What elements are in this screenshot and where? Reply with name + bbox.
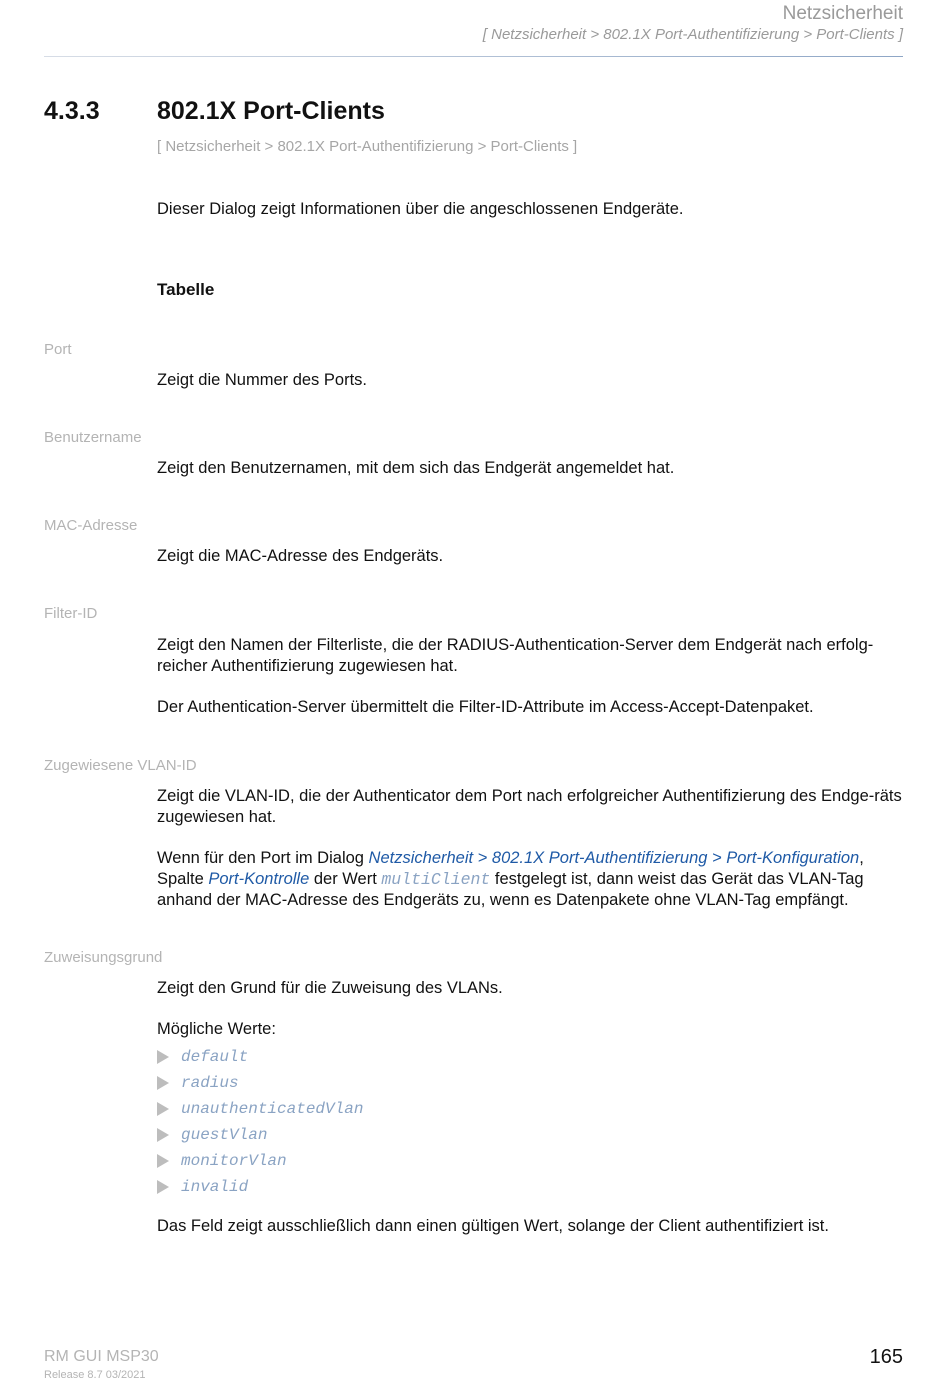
field-label-reason: Zuweisungsgrund <box>44 949 163 966</box>
bullet-triangle-icon <box>157 1076 169 1090</box>
section-breadcrumb: [ Netzsicherheit > 802.1X Port-Authentifizierung > Port-Clients ] <box>157 138 578 155</box>
value-radius: radius <box>181 1074 239 1092</box>
field-label-username: Benutzername <box>44 429 142 446</box>
field-desc-vlan-id-note <box>157 848 905 911</box>
port-configuration-link[interactable]: Netzsicherheit > 802.1X Port-Authentifizierung > Port-Konfiguration <box>368 849 860 867</box>
table-subheading: Tabelle <box>157 280 215 299</box>
value-default: default <box>181 1048 249 1066</box>
field-desc-filter-id-note: Der Authentication-Server übermittelt die Filter-ID-Attribute im Access-Accept-Datenpaket. <box>157 698 814 716</box>
running-header-path: [ Netzsicherheit > 802.1X Port-Authentifizierung > Port-Clients ] <box>482 26 903 43</box>
list-item <box>157 1122 363 1148</box>
running-header-title: Netzsicherheit <box>782 3 903 24</box>
bullet-triangle-icon <box>157 1180 169 1194</box>
value-guest-vlan: guestVlan <box>181 1126 268 1144</box>
field-label-mac: MAC-Adresse <box>44 517 138 534</box>
field-desc-mac: Zeigt die MAC-Adresse des Endgeräts. <box>157 547 444 565</box>
field-desc-reason: Zeigt den Grund für die Zuweisung des VLANs. <box>157 979 503 997</box>
value-monitor-vlan: monitorVlan <box>181 1152 287 1170</box>
port-control-link[interactable]: Port-Kontrolle <box>208 870 310 888</box>
section-number: 4.3.3 <box>44 97 100 125</box>
bullet-triangle-icon <box>157 1102 169 1116</box>
value-unauthenticated-vlan: unauthenticatedVlan <box>181 1100 364 1118</box>
field-desc-username: Zeigt den Benutzernamen, mit dem sich das Endgerät angemeldet hat. <box>157 459 675 477</box>
list-item <box>157 1174 363 1200</box>
field-desc-port: Zeigt die Nummer des Ports. <box>157 371 367 389</box>
vlan-note-text-a: Wenn für den Port im Dialog <box>157 849 369 867</box>
list-item <box>157 1070 363 1096</box>
vlan-note-text-c: der Wert <box>309 870 382 888</box>
reason-note: Das Feld zeigt ausschließlich dann einen gültigen Wert, solange der Client authentifiziert ist. <box>157 1217 829 1235</box>
list-item <box>157 1148 363 1174</box>
field-label-filter-id: Filter-ID <box>44 605 98 622</box>
footer-product: RM GUI MSP30 <box>44 1348 159 1365</box>
footer-release: Release 8.7 03/2021 <box>44 1369 146 1381</box>
list-item <box>157 1096 363 1122</box>
field-desc-filter-id: Zeigt den Namen der Filterliste, die der RADIUS-Authentication-Server dem Endgerät nach erfolg-reicher Authentifizierung zugewiesen hat. <box>157 636 874 675</box>
field-label-port: Port <box>44 341 72 358</box>
bullet-triangle-icon <box>157 1128 169 1142</box>
field-label-vlan-id: Zugewiesene VLAN-ID <box>44 757 197 774</box>
multiclient-value: multiClient <box>381 870 491 889</box>
possible-values-list <box>157 1044 363 1200</box>
field-desc-vlan-id: Zeigt die VLAN-ID, die der Authenticator dem Port nach erfolgreicher Authentifizierung des Endge-räts zugewiesen hat. <box>157 787 902 826</box>
bullet-triangle-icon <box>157 1050 169 1064</box>
section-title: 802.1X Port-Clients <box>157 97 385 125</box>
vlan-note-text-d: festgelegt ist, dann weist das Gerät das VLAN-Tag anhand der MAC-Adresse des Endgeräts zu, wenn es Datenpakete ohne VLAN-Tag empfängt. <box>157 870 864 909</box>
bullet-triangle-icon <box>157 1154 169 1168</box>
value-invalid: invalid <box>181 1178 249 1196</box>
intro-text: Dieser Dialog zeigt Informationen über die angeschlossenen Endgeräte. <box>157 200 684 218</box>
vlan-note-text-b: , Spalte <box>157 849 864 888</box>
header-divider <box>44 56 903 57</box>
list-item <box>157 1044 363 1070</box>
possible-values-heading: Mögliche Werte: <box>157 1020 276 1038</box>
page-number: 165 <box>869 1346 903 1368</box>
